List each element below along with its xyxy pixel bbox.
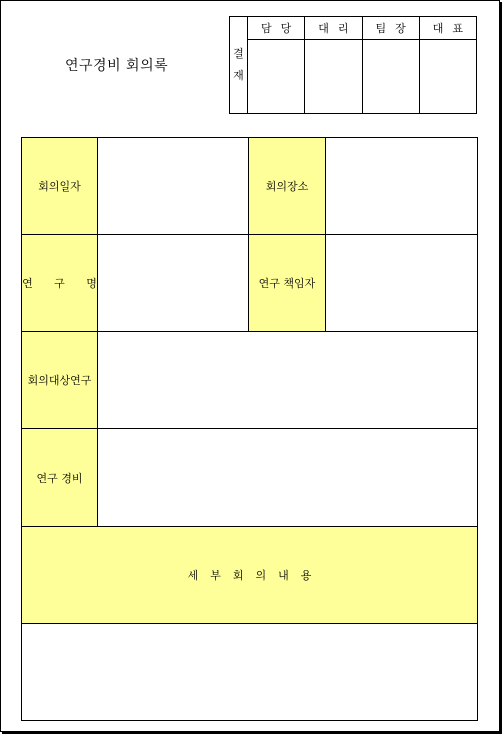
approval-header-ceo: 대표 bbox=[419, 17, 476, 40]
research-name-label: 연 구 명 bbox=[22, 235, 98, 332]
approval-side-label bbox=[230, 17, 248, 114]
approval-box bbox=[229, 16, 477, 114]
meeting-details-field[interactable] bbox=[22, 623, 478, 720]
meeting-form bbox=[21, 137, 478, 721]
approval-header-staff: 담당 bbox=[248, 17, 305, 40]
approval-side-label-bottom: 재 bbox=[233, 69, 244, 82]
target-research-field[interactable] bbox=[98, 332, 478, 429]
research-cost-field[interactable] bbox=[98, 429, 478, 526]
signature-cell-staff[interactable] bbox=[248, 40, 305, 114]
research-lead-field[interactable] bbox=[326, 235, 478, 332]
meeting-place-label: 회의장소 bbox=[249, 138, 326, 235]
target-research-label: 회의대상연구 bbox=[22, 332, 98, 429]
signature-cell-ceo[interactable] bbox=[419, 40, 476, 114]
approval-side-label-top: 결 bbox=[233, 47, 244, 60]
meeting-date-field[interactable] bbox=[98, 138, 249, 235]
approval-header-assistant-manager: 대리 bbox=[305, 17, 362, 40]
signature-cell-assistant-manager[interactable] bbox=[305, 40, 362, 114]
document-title: 연구경비 회의록 bbox=[65, 58, 169, 74]
signature-cell-team-leader[interactable] bbox=[362, 40, 419, 114]
meeting-place-field[interactable] bbox=[326, 138, 478, 235]
approval-header-team-leader: 팀장 bbox=[362, 17, 419, 40]
research-name-field[interactable] bbox=[98, 235, 249, 332]
research-lead-label: 연구 책임자 bbox=[249, 235, 326, 332]
research-cost-label: 연구 경비 bbox=[22, 429, 98, 526]
meeting-date-label: 회의일자 bbox=[22, 138, 98, 235]
meeting-details-header: 세부회의내용 bbox=[22, 526, 478, 623]
